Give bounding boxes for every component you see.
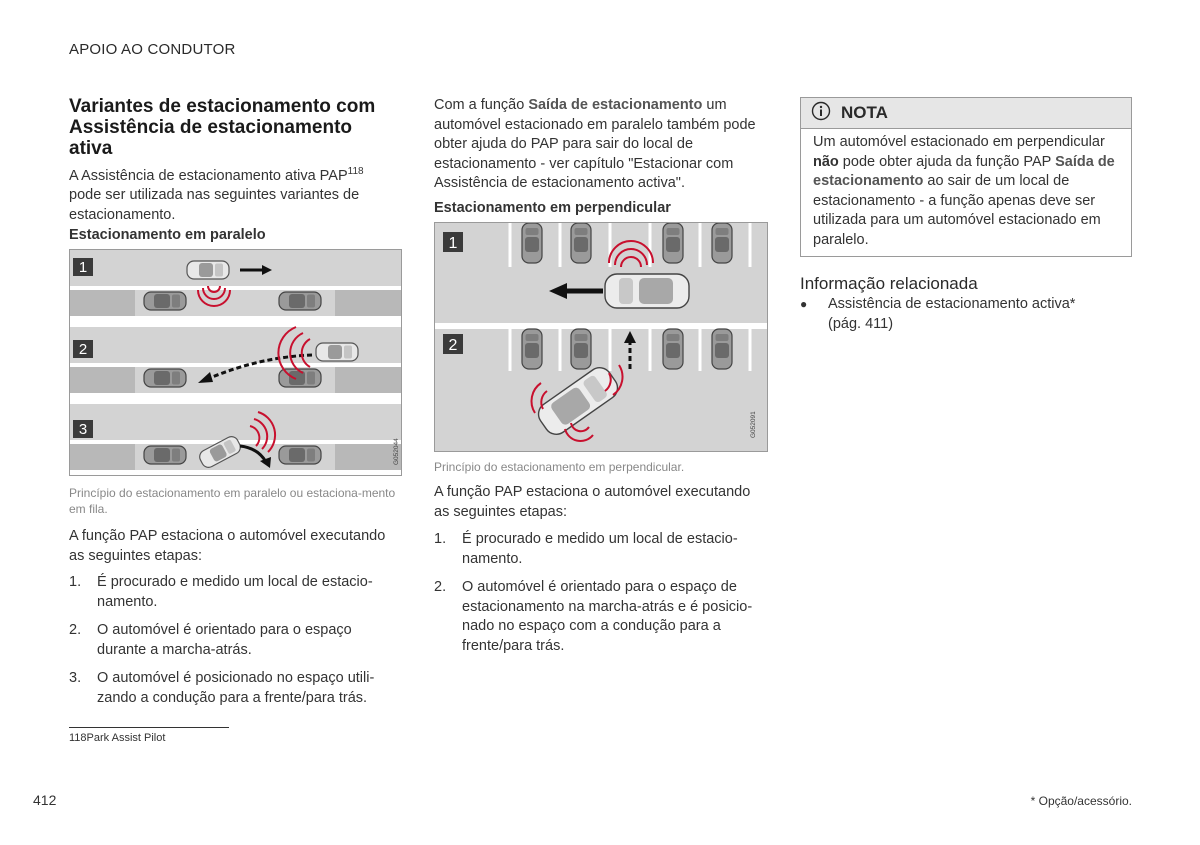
footnote-divider — [69, 727, 229, 728]
option-note: * Opção/acessório. — [1030, 794, 1132, 808]
note-title: NOTA — [841, 103, 888, 122]
figure-caption-perpendicular: Princípio do estacionamento em perpendicular. — [434, 460, 685, 474]
figure-code: G052091 — [750, 411, 757, 438]
related-item[interactable] — [800, 295, 1130, 334]
page-number: 412 — [33, 792, 57, 808]
note-box — [800, 97, 1132, 257]
footnote: 118Park Assist Pilot — [69, 732, 166, 744]
note-function-name: Saída de estacionamento — [813, 153, 1115, 189]
step-text: É procurado e medido um local de estacio-namento. — [97, 574, 373, 610]
steps-intro-perpendicular: A função PAP estaciona o automóvel executando as seguintes etapas: — [434, 484, 751, 520]
info-icon — [811, 101, 831, 126]
panel-label-2: 2 — [78, 341, 88, 358]
bullet-icon: ● — [800, 297, 808, 311]
subheading-parallel: Estacionamento em paralelo — [69, 227, 266, 243]
figure-code: G052044 — [393, 438, 400, 465]
section-heading: Variantes de estacionamento com Assistência de estacionamento ativa — [69, 96, 376, 159]
exit-paragraph — [434, 96, 769, 194]
intro-rest: pode ser utilizada nas seguintes variantes de estacionamento. — [69, 187, 360, 223]
panel-label-1: 1 — [78, 259, 88, 276]
panel-label-1: 1 — [448, 235, 458, 252]
note-emphasis: não — [813, 153, 839, 170]
list-item — [434, 530, 754, 569]
exit-post: um automóvel estacionado em paralelo também pode obter ajuda do PAP para sair do local de estacionamento - ver capítulo "Estacionar com Assistência de estacionamento activa". — [434, 97, 756, 191]
related-list — [800, 295, 1130, 334]
step-number: 1. — [434, 531, 447, 547]
intro-text: A Assistência de estacionamento ativa PAP — [69, 167, 348, 184]
list-item — [69, 621, 394, 660]
list-item — [69, 573, 394, 612]
panel-2 — [70, 327, 402, 399]
panel-1 — [70, 250, 402, 322]
step-text: É procurado e medido um local de estacio-namento. — [462, 531, 738, 567]
related-page: (pág. 411) — [828, 315, 894, 332]
exit-pre: Com a função — [434, 97, 529, 113]
panel-3 — [70, 404, 402, 476]
step-text: O automóvel é orientado para o espaço de estacionamento na marcha-atrás e é posicio-nado no espaço com a condução para a frente/para trás. — [462, 579, 753, 654]
panel-label-2: 2 — [448, 337, 458, 354]
note-header — [801, 98, 1131, 129]
list-item — [69, 669, 394, 708]
note-text-mid: pode obter ajuda da função PAP — [838, 153, 1056, 170]
note-text-post: ao sair de um local de estacionamento - a função apenas deve ser utilizada para um automóvel estacionado em paralelo. — [813, 173, 1101, 248]
list-item — [434, 578, 754, 656]
subheading-perpendicular: Estacionamento em perpendicular — [434, 200, 671, 216]
intro-paragraph — [69, 162, 399, 225]
section-header: APOIO AO CONDUTOR — [69, 41, 236, 58]
related-info-title: Informação relacionada — [800, 274, 978, 293]
related-item-text[interactable] — [828, 295, 1075, 334]
parallel-parking-figure — [69, 249, 402, 476]
step-text: O automóvel é posicionado no espaço utili-zando a condução para a frente/para trás. — [97, 670, 375, 706]
footnote-ref[interactable]: 118 — [347, 166, 364, 177]
step-number: 2. — [434, 579, 447, 595]
figure-caption-parallel: Princípio do estacionamento em paralelo ou estaciona-mento em fila. — [69, 486, 396, 516]
steps-list-perpendicular — [434, 530, 754, 665]
steps-intro-parallel: A função PAP estaciona o automóvel executando as seguintes etapas: — [69, 528, 386, 564]
related-link[interactable]: Assistência de estacionamento activa* — [828, 296, 1076, 312]
step-number: 3. — [69, 670, 82, 686]
step-text: O automóvel é orientado para o espaço durante a marcha-atrás. — [97, 622, 352, 658]
perpendicular-parking-figure — [434, 222, 768, 452]
steps-list-parallel — [69, 573, 394, 717]
note-text-pre: Um automóvel estacionado em perpendicular — [813, 134, 1105, 150]
step-number: 2. — [69, 622, 82, 638]
exit-function-name: Saída de estacionamento — [528, 97, 703, 113]
note-body — [801, 129, 1131, 262]
step-number: 1. — [69, 574, 82, 590]
panel-label-3: 3 — [78, 421, 88, 438]
